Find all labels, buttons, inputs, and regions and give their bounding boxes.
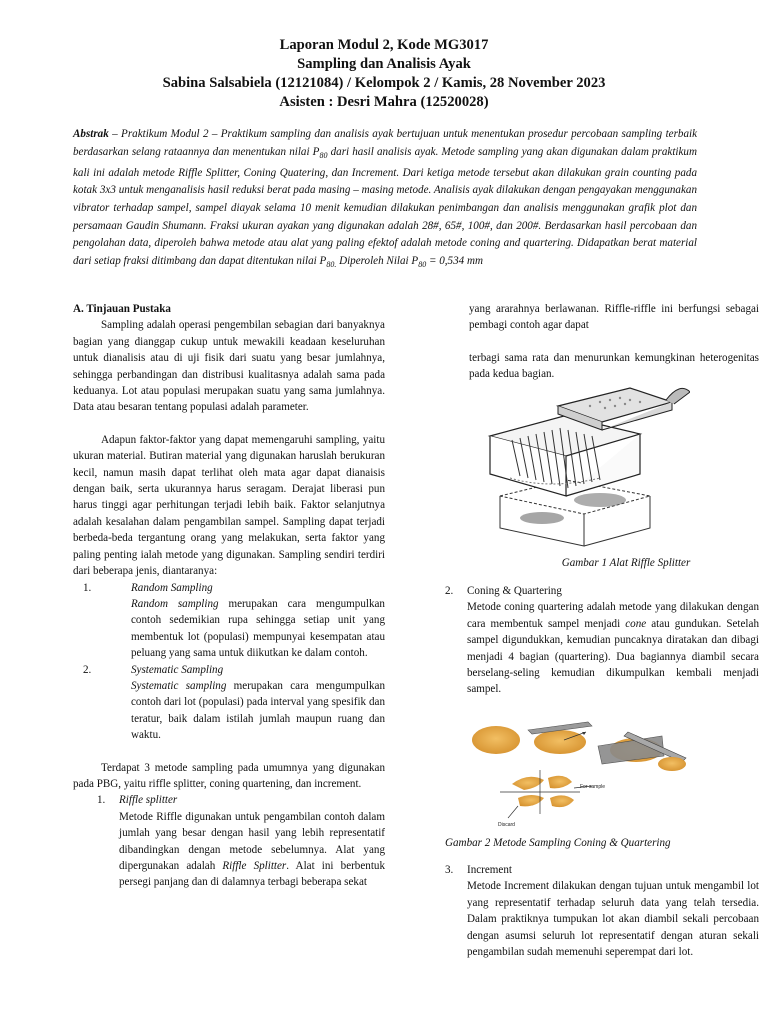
figure-2-caption: Gambar 2 Metode Sampling Coning & Quartering	[445, 837, 671, 849]
left-column	[73, 301, 385, 891]
list-item-title: Systematic Sampling	[131, 663, 224, 676]
list-item-title: Random Sampling	[131, 581, 213, 594]
paragraph-increment: Metode Increment dilakukan dengan tujuan untuk mengambil lot yang representatif terhadap seluruh data yang telah tersedia. Dalam praktiknya tumpukan lot akan diambil sekali percobaan dengan asumsi seluruh lot representatif dengan aturan sekali pengambilan sudah memenuhi seperempat dari lot.	[467, 880, 759, 959]
abstract-label: Abstrak	[73, 128, 109, 140]
paragraph-sampling: Sampling adalah operasi pengembilan sebagian dari banyaknya bagian yang dianggap cukup untuk mewakili keadaan keseluruhan untuk dianalisis atau di uji fisik dari suatu yang besar jumlahnya, sehingga perbandingan dan distribusi kualitasnya adalah sama pada keduanya. Lot atau populasi merupakan suatu yang sama jumlahnya. Data atau besaran tentang populasi adalah parameter.	[73, 319, 385, 414]
paragraph-methods: Terdapat 3 metode sampling pada umumnya yang digunakan pada PBG, yaitu riffle splitter, coning quartening, dan increment.	[73, 761, 385, 790]
method-increment: 3. Increment Metode Increment dilakukan dengan tujuan untuk mengambil lot yang representatif terhadap seluruh data yang telah tersedia. Dalam praktiknya tumpukan lot akan diambil sekali percobaan dengan asumsi seluruh lot representatif dengan aturan sekali pengambilan sudah memenuhi seperempat dari lot.	[445, 862, 759, 960]
paragraph-riffle-cont2: terbagi sama rata dan menurunkan kemungkinan heterogenitas pada kedua bagian.	[469, 351, 759, 381]
paragraph-riffle-cont: yang ararahnya berlawanan. Riffle-riffle ini berfungsi sebagai pembagi contoh agar dapat	[469, 303, 759, 332]
method-title: Coning & Quartering	[467, 585, 562, 597]
discard-label: Discard	[498, 822, 515, 828]
paragraph-factors: Adapun faktor-faktor yang dapat memengaruhi sampling, yaitu ukuran material. Butiran material yang digunakan haruslah berukuran kecil, namun masih dapat terlihat oleh mata agar dapat dianaisis dengan baik, serta ukurannya harus seragam. Derajat liberasi pun harus tinggi agar perhitungan terjadi lebih baik. Faktor selanjutnya adalah kesalahan dalam pengambilan sampel. Sampling dapat terjadi berbeda-beda tergantung orang yang melakukan, serta faktor yang paling penting ialah metode yang digunakan. Sampling sendiri terdiri dari beberapa jenis, diantaranya:	[73, 433, 385, 578]
method-title: Riffle splitter	[119, 794, 178, 807]
method-riffle: 1. Riffle splitter Metode Riffle digunakan untuk pengambilan contoh dalam jumlah yang besar dengan hasil yang lebih representatif dibandingkan dengan metode sebelumnya. Alat yang dipergunakan adalah Riffle Splitter. Alat ini berbentuk persegi panjang dan di dalamnya terbagi beberapa sekat	[97, 794, 386, 889]
report-subtitle: Sampling dan Analisis Ayak	[297, 56, 471, 72]
list-item: 2. Systematic Sampling Systematic sampling merupakan cara mengumpulkan contoh dari lot (populasi) pada interval yang spesifik dan teratur, baik dalam istilah jumlah maupun ruang dan waktu.	[83, 663, 385, 742]
list-item: 1. Random Sampling Random sampling merupakan cara mengumpulkan contoh sedemikian rupa sehingga setiap unit yang membentuk lot (populasi) mempunyai kesempatan atau peluang yang sama untuk diikutkan ke dalam contoh.	[83, 581, 385, 660]
assistant-line: Asisten : Desri Mahra (12520028)	[279, 94, 489, 110]
riffle-splitter-figure	[480, 378, 690, 550]
method-title: Increment	[467, 864, 512, 876]
for-sample-label: For sample	[580, 784, 606, 790]
section-heading: A. Tinjauan Pustaka	[73, 303, 171, 315]
figure-1-caption: Gambar 1 Alat Riffle Splitter	[561, 557, 691, 569]
abstract: Abstrak – Praktikum Modul 2 – Praktikum sampling dan analisis ayak bertujuan untuk menentukan prosedur percobaan sampling terbaik berdasarkan selang rataannya dan menentukan nilai $P_{80}$ dari hasil analisis ayak. Metode sampling yang akan digunakan dalam praktikum kali ini adalah metode Riffle Splitter, Coning Quatering, dan Increment. Dari ketiga metode tersebut akan dilakukan grain counting pada kotak 3x3 untuk menganalisis hasil reduksi berat pada masing – masing metode. Analisis ayak dilakukan dengan pengayakan menggunakan vibrator terhadap sampel, sampel diayak selama 10 menit kemudian dilakukan penimbangan dan analisis menggunakan grafik plot dan persamaan Gaudin Shumann. Fraksi ukuran ayakan yang digunakan adalah 28#, 65#, 100#, dan 200#. Berdasarkan hasil percobaan dan pengolahan data, diperoleh bahwa metode atau alat yang paling efektof adalah metode coning and quartering. Didapatkan berat material dari setiap fraksi ditimbang dan dapat ditentukan nilai $P_{80.}$ Diperoleh Nilai $P_{80} = 0,534$ mm	[73, 128, 697, 270]
method-coning: 2. Coning & Quartering Metode coning quartering adalah metode yang dilakukan dengan cara membentuk sampel menjadi cone atau gundukan. Setelah sampel digundukkan, kemudian puncaknya diratakan dan dibagi menjadi 4 bagian (quartering). Dua bagiannya diambil secara berselang-seling kemudian dikumpulkan kembali menjadi sampel.	[445, 585, 759, 696]
right-column-top	[445, 301, 759, 383]
author-line: Sabina Salsabiela (12121084) / Kelompok 2 / Kamis, 28 November 2023	[162, 75, 606, 91]
report-title: Laporan Modul 2, Kode MG3017	[279, 37, 489, 53]
coning-quartering-figure	[468, 718, 708, 828]
